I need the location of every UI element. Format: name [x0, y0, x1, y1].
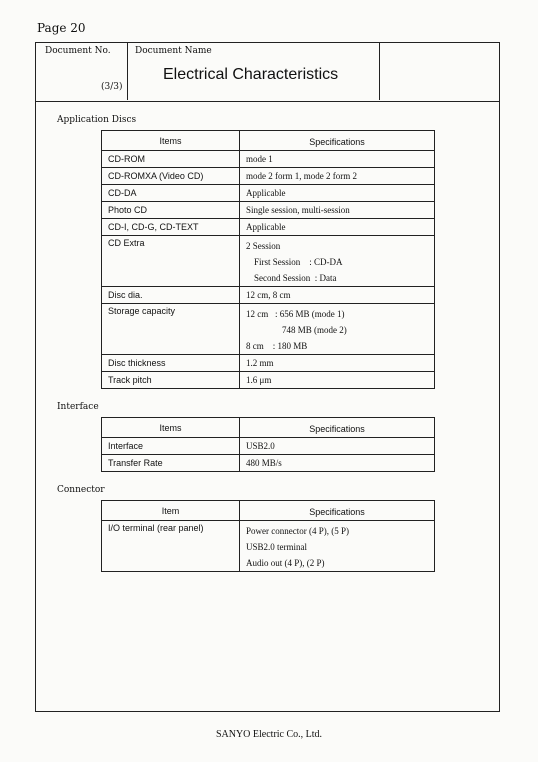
spec-line: USB2.0 terminal — [246, 542, 307, 552]
section-title-application-discs: Application Discs — [57, 115, 137, 125]
table-row — [102, 304, 435, 355]
table-row — [102, 438, 435, 455]
table-header-row — [102, 501, 435, 521]
doc-no-value: (3/3) — [101, 82, 123, 92]
table-row — [102, 287, 435, 304]
item-cell: Disc dia. — [102, 287, 240, 304]
section-title-connector: Connector — [57, 485, 105, 495]
table-header-row — [102, 418, 435, 438]
item-cell: Track pitch — [102, 372, 240, 389]
section-title-interface: Interface — [57, 402, 99, 412]
spec-cell: USB2.0 — [240, 438, 435, 455]
table-row — [102, 185, 435, 202]
spec-cell: 480 MB/s — [240, 455, 435, 472]
page-number: Page 20 — [37, 21, 86, 35]
spec-cell: mode 2 form 1, mode 2 form 2 — [240, 168, 435, 185]
header-divider — [35, 101, 499, 102]
item-cell: Interface — [102, 438, 240, 455]
column-header-specifications: Specifications — [240, 418, 435, 438]
spec-line: 748 MB (mode 2) — [282, 325, 347, 335]
doc-no-label: Document No. — [45, 46, 111, 56]
spec-line: Second Session : Data — [254, 273, 337, 283]
table-row — [102, 455, 435, 472]
table-row — [102, 151, 435, 168]
table-row — [102, 521, 435, 572]
item-cell: CD Extra — [102, 236, 240, 287]
table-row — [102, 202, 435, 219]
document-title: Electrical Characteristics — [163, 66, 339, 83]
spec-cell: Applicable — [240, 219, 435, 236]
footer-company: SANYO Electric Co., Ltd. — [215, 729, 323, 740]
spec-cell — [240, 236, 435, 287]
interface-table — [101, 417, 435, 472]
item-cell: CD-DA — [102, 185, 240, 202]
spec-line: Power connector (4 P), (5 P) — [246, 526, 349, 536]
table-row — [102, 372, 435, 389]
spec-line: First Session : CD-DA — [254, 257, 343, 267]
table-row — [102, 168, 435, 185]
item-cell: CD-I, CD-G, CD-TEXT — [102, 219, 240, 236]
column-header-item: Item — [102, 501, 240, 521]
column-header-items: Items — [102, 131, 240, 151]
spec-cell: Single session, multi-session — [240, 202, 435, 219]
table-row — [102, 219, 435, 236]
table-header-row — [102, 131, 435, 151]
application-discs-table — [101, 130, 435, 389]
column-header-items: Items — [102, 418, 240, 438]
spec-cell: 12 cm, 8 cm — [240, 287, 435, 304]
spec-cell — [240, 304, 435, 355]
spec-line: 8 cm : 180 MB — [246, 341, 308, 351]
spec-line: Audio out (4 P), (2 P) — [246, 558, 325, 568]
spec-cell: 1.2 mm — [240, 355, 435, 372]
item-cell: Photo CD — [102, 202, 240, 219]
item-cell: Transfer Rate — [102, 455, 240, 472]
item-cell: Disc thickness — [102, 355, 240, 372]
spec-cell: Applicable — [240, 185, 435, 202]
spec-line: 2 Session — [246, 241, 281, 251]
spec-line: 12 cm : 656 MB (mode 1) — [246, 309, 345, 319]
spec-cell: 1.6 μm — [240, 372, 435, 389]
item-cell: Storage capacity — [102, 304, 240, 355]
column-header-specifications: Specifications — [240, 131, 435, 151]
doc-name-label: Document Name — [135, 46, 212, 56]
connector-table — [101, 500, 435, 572]
spec-cell: mode 1 — [240, 151, 435, 168]
item-cell: CD-ROM — [102, 151, 240, 168]
item-cell: CD-ROMXA (Video CD) — [102, 168, 240, 185]
spec-cell — [240, 521, 435, 572]
column-header-specifications: Specifications — [240, 501, 435, 521]
item-cell: I/O terminal (rear panel) — [102, 521, 240, 572]
table-row — [102, 355, 435, 372]
table-row — [102, 236, 435, 287]
